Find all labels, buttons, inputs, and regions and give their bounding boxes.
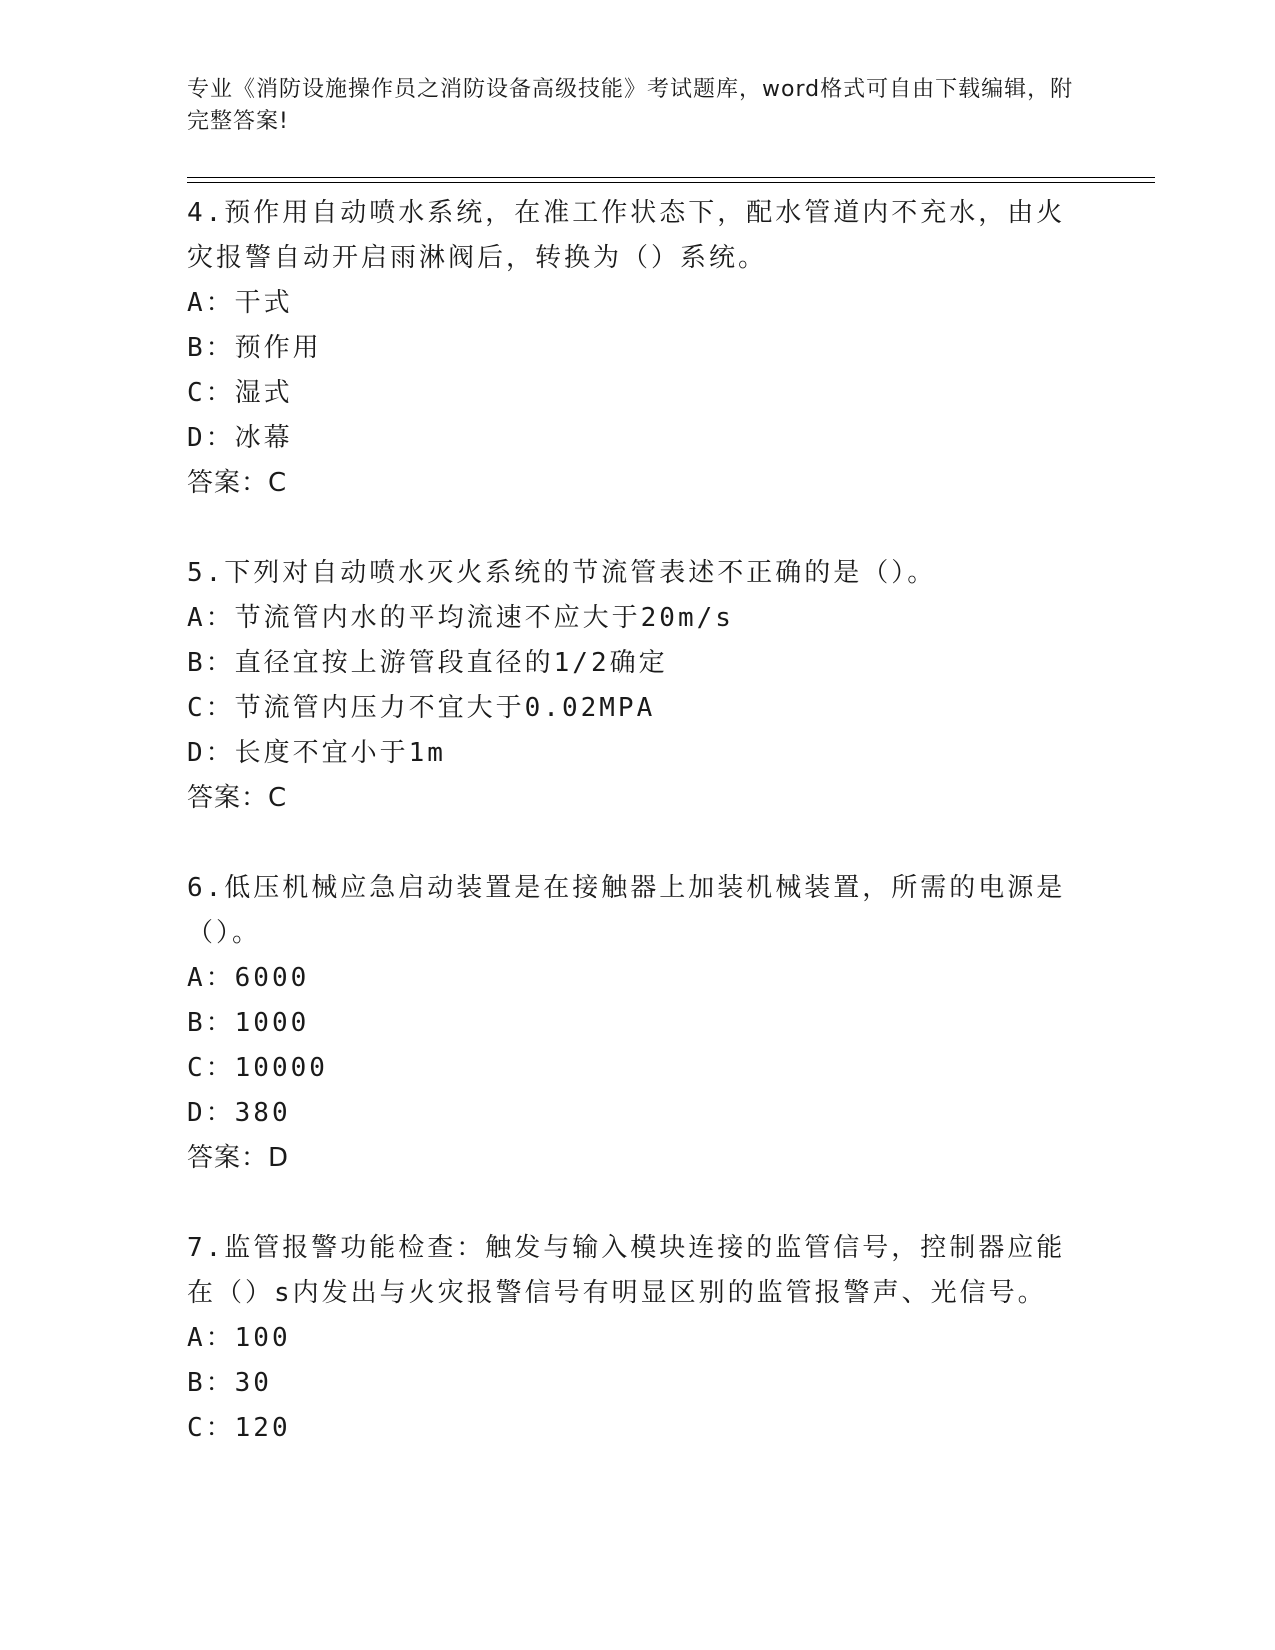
answer-line: 答案：D xyxy=(187,1143,290,1173)
option-c: C：湿式 xyxy=(187,378,293,408)
option-d: D：长度不宜小于1m xyxy=(187,738,446,768)
option-b: B：30 xyxy=(187,1368,272,1398)
option-c: C：10000 xyxy=(187,1053,328,1083)
answer-line: 答案：C xyxy=(187,783,288,813)
question-7 xyxy=(187,1226,1087,1451)
option-a: A：100 xyxy=(187,1323,291,1353)
question-stem: 4.预作用自动喷水系统，在准工作状态下，配水管道内不充水，由火灾报警自动开启雨淋阀后，转换为（）系统。 xyxy=(187,198,1066,273)
option-c: C：120 xyxy=(187,1413,291,1443)
header-divider-bottom xyxy=(187,182,1155,183)
question-4 xyxy=(187,191,1087,506)
option-b: B：1000 xyxy=(187,1008,310,1038)
option-a: A：6000 xyxy=(187,963,310,993)
document-header: 专业《消防设施操作员之消防设备高级技能》考试题库，word格式可自由下载编辑，附完整答案! xyxy=(187,77,1074,134)
option-a: A：干式 xyxy=(187,288,293,318)
question-stem: 6.低压机械应急启动装置是在接触器上加装机械装置，所需的电源是（）。 xyxy=(187,873,1066,948)
option-b: B：直径宜按上游管段直径的1/2确定 xyxy=(187,648,668,678)
answer-line: 答案：C xyxy=(187,468,288,498)
question-stem: 7.监管报警功能检查：触发与输入模块连接的监管信号，控制器应能在（）s内发出与火灾报警信号有明显区别的监管报警声、光信号。 xyxy=(187,1233,1066,1308)
option-c: C：节流管内压力不宜大于0.02MPA xyxy=(187,693,656,723)
question-5 xyxy=(187,551,1087,821)
question-stem: 5.下列对自动喷水灭火系统的节流管表述不正确的是（）。 xyxy=(187,558,937,588)
option-b: B：预作用 xyxy=(187,333,322,363)
question-6 xyxy=(187,866,1087,1181)
question-list xyxy=(187,191,1087,1496)
option-d: D：冰幕 xyxy=(187,423,293,453)
option-d: D：380 xyxy=(187,1098,291,1128)
option-a: A：节流管内水的平均流速不应大于20m/s xyxy=(187,603,734,633)
header-divider-top xyxy=(187,177,1155,178)
